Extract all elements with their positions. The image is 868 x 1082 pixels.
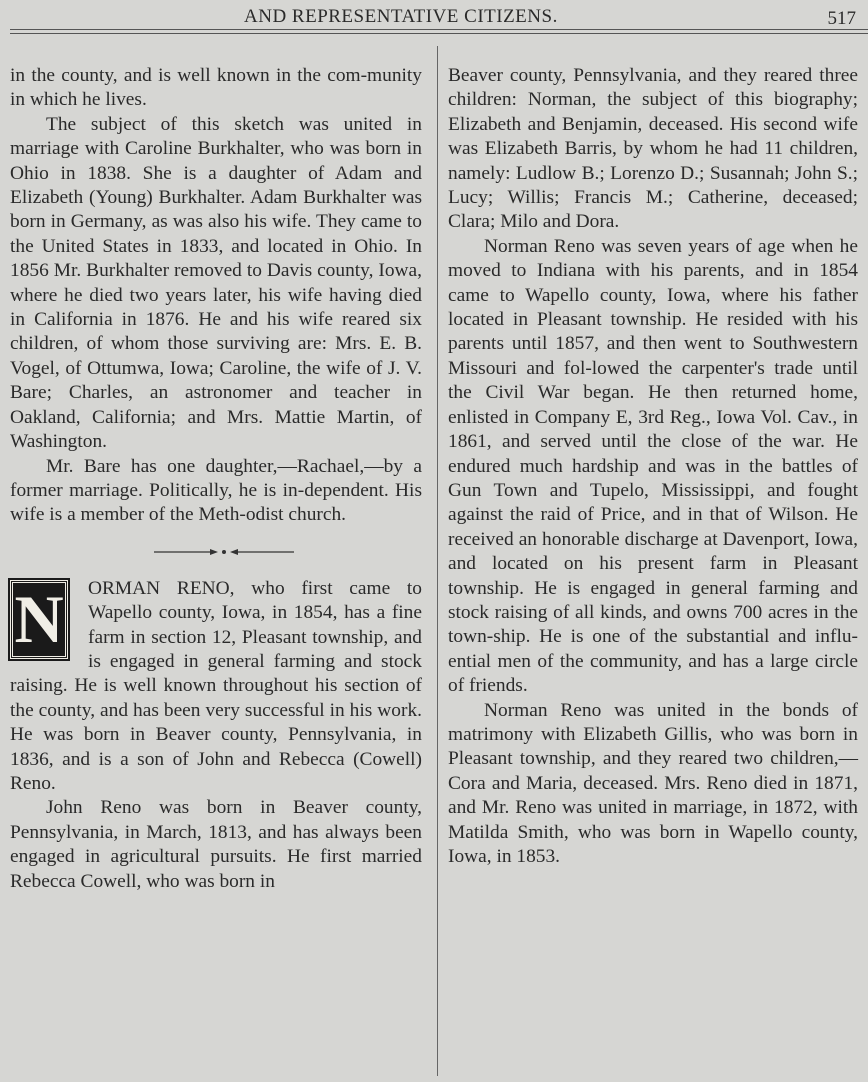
- left-column: [10, 64, 422, 894]
- running-head: AND REPRESENTATIVE CITIZENS.: [244, 6, 558, 27]
- paragraph: The subject of this sketch was united in marriage with Caroline Burkhalter, who was born in Ohio in 1838. She is a daughter of Adam and Elizabeth (Young) Burkhalter. Adam Burkhalter was born in Germany, as was also his wife. They came to the United States in 1833, and located in Ohio. In 1856 Mr. Burkhalter removed to Davis county, Iowa, where he died two years later, his wife having died in California in 1876. He and his wife reared six children, of whom those surviving are: Mrs. E. B. Vogel, of Ottumwa, Iowa; Caroline, the wife of J. V. Bare; Charles, an astronomer and teacher in Oakland, California; and Mrs. Mattie Martin, of Washington.: [10, 113, 422, 453]
- section-divider-ornament: [10, 528, 422, 577]
- drop-cap-initial: N: [10, 580, 68, 659]
- paragraph: Norman Reno was united in the bonds of matrimony with Elizabeth Gillis, who was born in Pleasant township, and they reared two children,—Cora and Maria, deceased. Mrs. Reno died in 1871, and Mr. Reno was united in marriage, in 1872, with Matilda Smith, who was born in Wapello county, Iowa, in 1853.: [448, 699, 858, 867]
- paragraph-text: ORMAN RENO, who first came to Wapello county, Iowa, in 1854, has a fine farm in section 12, Pleasant township, and is engaged in general farming and stock raising. He is well known throughout his section of the county, and has been very successful in his work. He was born in Beaver county, Pennsylvania, in 1836, and is a son of John and Rebecca (Cowell) Reno.: [10, 577, 422, 794]
- right-column: [448, 64, 858, 869]
- paragraph: in the county, and is well known in the com-munity in which he lives.: [10, 65, 422, 111]
- paragraph: John Reno was born in Beaver county, Pennsylvania, in March, 1813, and has always been engaged in agricultural pursuits. He first married Rebecca Cowell, who was born in: [10, 797, 422, 892]
- ornament-icon: [154, 546, 294, 558]
- page-header: [0, 4, 868, 30]
- paragraph-norman-reno: [10, 577, 422, 797]
- column-divider: [437, 46, 438, 1076]
- paragraph: Beaver county, Pennsylvania, and they reared three children: Norman, the subject of this biography; Elizabeth and Benjamin, deceased. His second wife was Elizabeth Barris, by whom he had 11 children, namely: Ludlow B.; Lorenzo D.; Susannah; John S.; Lucy; Willis; Francis M.; Catherine, deceased; Clara; Milo and Dora.: [448, 65, 858, 233]
- page-number: 517: [827, 8, 856, 29]
- paragraph: Mr. Bare has one daughter,—Rachael,—by a former marriage. Politically, he is in-dependent. His wife is a member of the Meth-odist church.: [10, 455, 422, 526]
- header-rule: [10, 29, 868, 30]
- paragraph: Norman Reno was seven years of age when he moved to Indiana with his parents, and in 1854 came to Wapello county, Iowa, where his father located in Pleasant township. He resided with his parents until 1857, and then went to Southwestern Missouri and fol-lowed the carpenter's trade until the Civil War began. He then returned home, enlisted in Company E, 3rd Reg., Iowa Vol. Cav., in 1861, and served until the close of the war. He endured much hardship and was in the battles of Gun Town and Tupelo, Mississippi, and fought against the raid of Price, and in that of Wilson. He received an honorable discharge at Davenport, Iowa, and located on his present farm in Pleasant township. He is engaged in general farming and stock raising of all kinds, and owns 700 acres in the town-ship. He is one of the substantial and influ-ential men of the community, and has a large circle of friends.: [448, 235, 858, 697]
- header-rule-double: [10, 33, 868, 34]
